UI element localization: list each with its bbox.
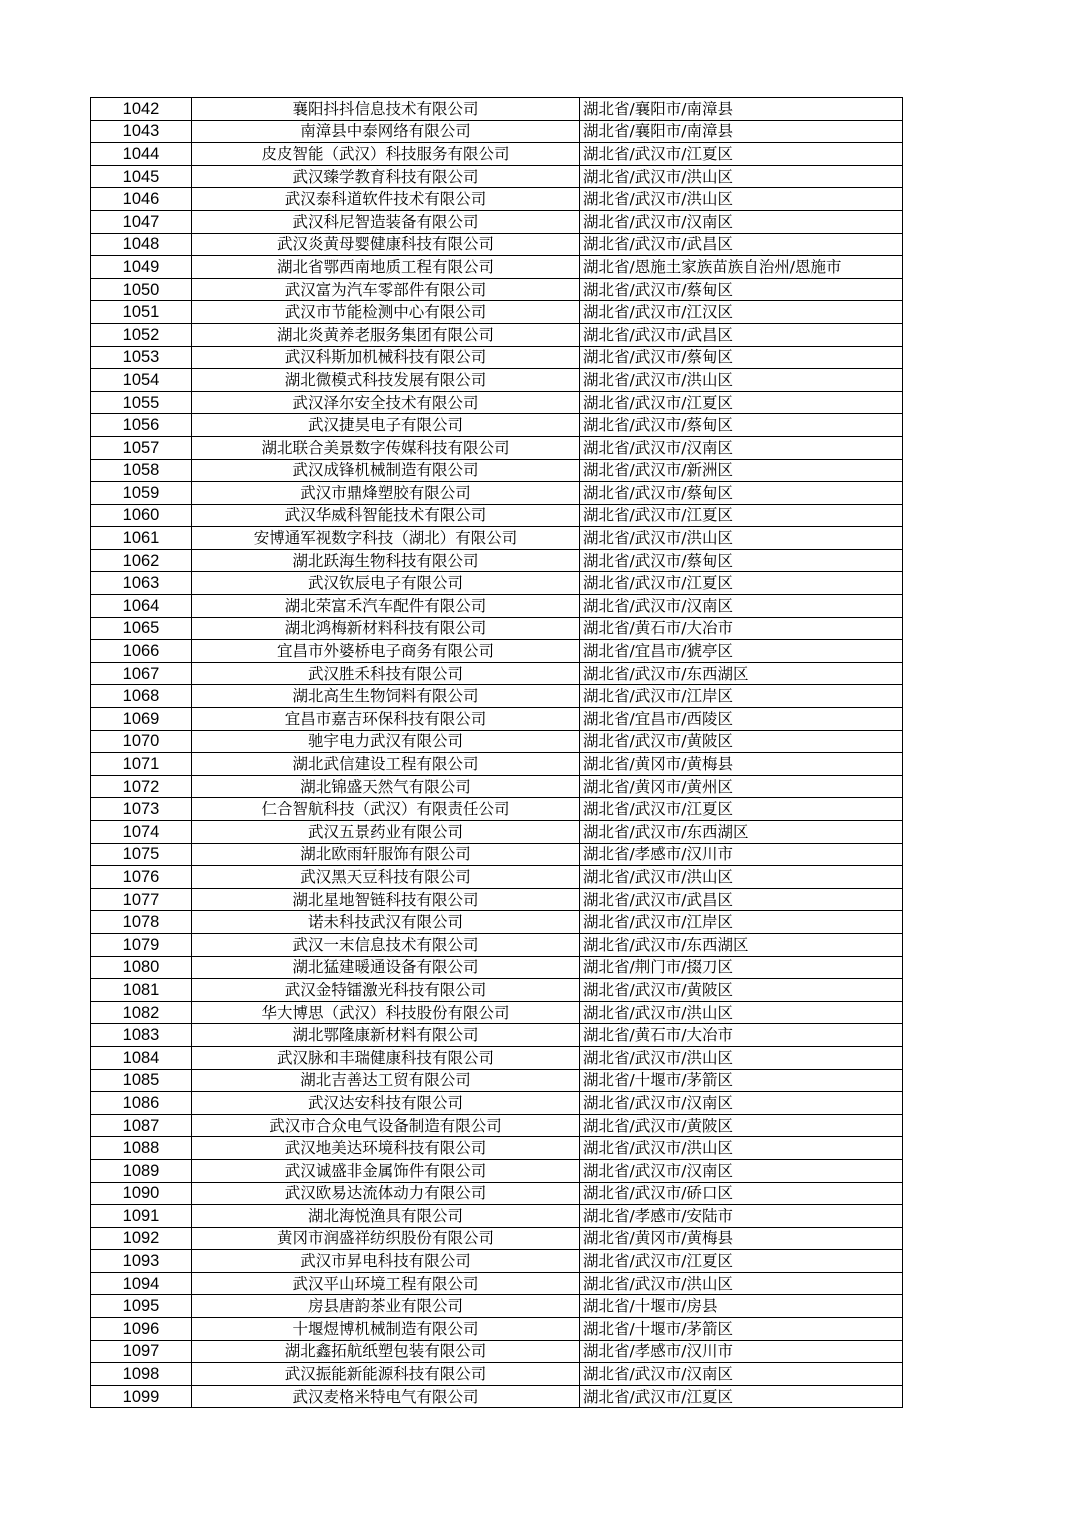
company-name-cell: 湖北鸿梅新材料科技有限公司 <box>192 617 580 640</box>
region-cell: 湖北省/十堰市/房县 <box>580 1295 903 1318</box>
table-row <box>91 527 903 550</box>
region-cell: 湖北省/武汉市/江岸区 <box>580 911 903 934</box>
company-name-cell: 湖北荣富禾汽车配件有限公司 <box>192 595 580 618</box>
region-cell: 湖北省/武汉市/汉南区 <box>580 1159 903 1182</box>
region-cell: 湖北省/武汉市/洪山区 <box>580 1001 903 1024</box>
table-row <box>91 956 903 979</box>
row-number-cell: 1042 <box>91 98 192 121</box>
row-number-cell: 1081 <box>91 979 192 1002</box>
company-table <box>90 97 903 1408</box>
table-row <box>91 233 903 256</box>
region-cell: 湖北省/黄石市/大冶市 <box>580 617 903 640</box>
row-number-cell: 1060 <box>91 504 192 527</box>
table-row <box>91 391 903 414</box>
region-cell: 湖北省/武汉市/蔡甸区 <box>580 414 903 437</box>
company-name-cell: 仁合智航科技（武汉）有限责任公司 <box>192 798 580 821</box>
row-number-cell: 1074 <box>91 821 192 844</box>
region-cell: 湖北省/武汉市/江夏区 <box>580 1385 903 1408</box>
region-cell: 湖北省/襄阳市/南漳县 <box>580 120 903 143</box>
row-number-cell: 1092 <box>91 1227 192 1250</box>
region-cell: 湖北省/孝感市/安陆市 <box>580 1205 903 1228</box>
row-number-cell: 1091 <box>91 1205 192 1228</box>
table-row <box>91 595 903 618</box>
company-name-cell: 武汉科尼智造装备有限公司 <box>192 210 580 233</box>
region-cell: 湖北省/武汉市/武昌区 <box>580 888 903 911</box>
region-cell: 湖北省/武汉市/江夏区 <box>580 504 903 527</box>
table-row <box>91 278 903 301</box>
company-name-cell: 武汉欧易达流体动力有限公司 <box>192 1182 580 1205</box>
table-row <box>91 662 903 685</box>
region-cell: 湖北省/武汉市/蔡甸区 <box>580 549 903 572</box>
company-name-cell: 湖北联合美景数字传媒科技有限公司 <box>192 436 580 459</box>
table-row <box>91 640 903 663</box>
row-number-cell: 1099 <box>91 1385 192 1408</box>
company-name-cell: 黄冈市润盛祥纺织股份有限公司 <box>192 1227 580 1250</box>
company-name-cell: 武汉黑天豆科技有限公司 <box>192 866 580 889</box>
table-row <box>91 98 903 121</box>
row-number-cell: 1087 <box>91 1114 192 1137</box>
region-cell: 湖北省/武汉市/洪山区 <box>580 866 903 889</box>
company-name-cell: 武汉炎黄母婴健康科技有限公司 <box>192 233 580 256</box>
table-row <box>91 1363 903 1386</box>
table-row <box>91 1001 903 1024</box>
region-cell: 湖北省/武汉市/硚口区 <box>580 1182 903 1205</box>
row-number-cell: 1090 <box>91 1182 192 1205</box>
row-number-cell: 1094 <box>91 1272 192 1295</box>
region-cell: 湖北省/武汉市/汉南区 <box>580 1363 903 1386</box>
table-row <box>91 843 903 866</box>
row-number-cell: 1051 <box>91 301 192 324</box>
company-name-cell: 武汉富为汽车零部件有限公司 <box>192 278 580 301</box>
row-number-cell: 1070 <box>91 730 192 753</box>
company-name-cell: 武汉地美达环境科技有限公司 <box>192 1137 580 1160</box>
region-cell: 湖北省/孝感市/汉川市 <box>580 843 903 866</box>
table-row <box>91 459 903 482</box>
company-name-cell: 诺未科技武汉有限公司 <box>192 911 580 934</box>
region-cell: 湖北省/武汉市/汉南区 <box>580 1092 903 1115</box>
company-name-cell: 驰宇电力武汉有限公司 <box>192 730 580 753</box>
table-row <box>91 143 903 166</box>
company-name-cell: 武汉成锋机械制造有限公司 <box>192 459 580 482</box>
table-row <box>91 685 903 708</box>
region-cell: 湖北省/黄冈市/黄州区 <box>580 775 903 798</box>
row-number-cell: 1084 <box>91 1046 192 1069</box>
company-name-cell: 湖北省鄂西南地质工程有限公司 <box>192 256 580 279</box>
row-number-cell: 1071 <box>91 753 192 776</box>
region-cell: 湖北省/孝感市/汉川市 <box>580 1340 903 1363</box>
region-cell: 湖北省/十堰市/茅箭区 <box>580 1318 903 1341</box>
table-row <box>91 1385 903 1408</box>
table-row <box>91 798 903 821</box>
region-cell: 湖北省/武汉市/蔡甸区 <box>580 346 903 369</box>
row-number-cell: 1052 <box>91 323 192 346</box>
table-row <box>91 775 903 798</box>
table-row <box>91 1272 903 1295</box>
row-number-cell: 1044 <box>91 143 192 166</box>
region-cell: 湖北省/武汉市/黄陂区 <box>580 979 903 1002</box>
table-row <box>91 120 903 143</box>
region-cell: 湖北省/黄石市/大冶市 <box>580 1024 903 1047</box>
region-cell: 湖北省/襄阳市/南漳县 <box>580 98 903 121</box>
row-number-cell: 1057 <box>91 436 192 459</box>
row-number-cell: 1075 <box>91 843 192 866</box>
row-number-cell: 1072 <box>91 775 192 798</box>
region-cell: 湖北省/荆门市/掇刀区 <box>580 956 903 979</box>
company-name-cell: 十堰煜博机械制造有限公司 <box>192 1318 580 1341</box>
company-name-cell: 武汉钦辰电子有限公司 <box>192 572 580 595</box>
region-cell: 湖北省/武汉市/蔡甸区 <box>580 482 903 505</box>
company-name-cell: 湖北星地智链科技有限公司 <box>192 888 580 911</box>
region-cell: 湖北省/武汉市/洪山区 <box>580 527 903 550</box>
row-number-cell: 1053 <box>91 346 192 369</box>
row-number-cell: 1095 <box>91 1295 192 1318</box>
row-number-cell: 1054 <box>91 369 192 392</box>
row-number-cell: 1056 <box>91 414 192 437</box>
row-number-cell: 1098 <box>91 1363 192 1386</box>
table-row <box>91 188 903 211</box>
row-number-cell: 1059 <box>91 482 192 505</box>
row-number-cell: 1088 <box>91 1137 192 1160</box>
region-cell: 湖北省/黄冈市/黄梅县 <box>580 753 903 776</box>
row-number-cell: 1079 <box>91 933 192 956</box>
row-number-cell: 1080 <box>91 956 192 979</box>
table-row <box>91 1250 903 1273</box>
row-number-cell: 1063 <box>91 572 192 595</box>
company-name-cell: 湖北欧雨轩服饰有限公司 <box>192 843 580 866</box>
table-row <box>91 933 903 956</box>
table-row <box>91 165 903 188</box>
company-name-cell: 南漳县中泰网络有限公司 <box>192 120 580 143</box>
table-row <box>91 436 903 459</box>
table-row <box>91 753 903 776</box>
region-cell: 湖北省/武汉市/黄陂区 <box>580 730 903 753</box>
region-cell: 湖北省/武汉市/黄陂区 <box>580 1114 903 1137</box>
company-name-cell: 武汉平山环境工程有限公司 <box>192 1272 580 1295</box>
row-number-cell: 1061 <box>91 527 192 550</box>
region-cell: 湖北省/武汉市/江夏区 <box>580 572 903 595</box>
row-number-cell: 1089 <box>91 1159 192 1182</box>
table-row <box>91 504 903 527</box>
company-name-cell: 武汉泽尔安全技术有限公司 <box>192 391 580 414</box>
company-name-cell: 华大博思（武汉）科技股份有限公司 <box>192 1001 580 1024</box>
company-name-cell: 宜昌市外婆桥电子商务有限公司 <box>192 640 580 663</box>
company-name-cell: 武汉麦格米特电气有限公司 <box>192 1385 580 1408</box>
company-name-cell: 湖北武信建设工程有限公司 <box>192 753 580 776</box>
table-row <box>91 866 903 889</box>
row-number-cell: 1093 <box>91 1250 192 1273</box>
table-row <box>91 301 903 324</box>
company-name-cell: 皮皮智能（武汉）科技服务有限公司 <box>192 143 580 166</box>
table-row <box>91 1205 903 1228</box>
region-cell: 湖北省/武汉市/江夏区 <box>580 391 903 414</box>
row-number-cell: 1048 <box>91 233 192 256</box>
region-cell: 湖北省/武汉市/汉南区 <box>580 436 903 459</box>
company-name-cell: 宜昌市嘉吉环保科技有限公司 <box>192 708 580 731</box>
company-name-cell: 湖北鑫拓航纸塑包装有限公司 <box>192 1340 580 1363</box>
company-name-cell: 武汉捷昊电子有限公司 <box>192 414 580 437</box>
company-table-body <box>91 98 903 1408</box>
table-row <box>91 414 903 437</box>
table-row <box>91 1092 903 1115</box>
region-cell: 湖北省/武汉市/洪山区 <box>580 165 903 188</box>
company-name-cell: 湖北高生生物饲料有限公司 <box>192 685 580 708</box>
row-number-cell: 1073 <box>91 798 192 821</box>
row-number-cell: 1077 <box>91 888 192 911</box>
region-cell: 湖北省/武汉市/武昌区 <box>580 323 903 346</box>
company-name-cell: 武汉市节能检测中心有限公司 <box>192 301 580 324</box>
company-name-cell: 武汉市鼎烽塑胶有限公司 <box>192 482 580 505</box>
company-name-cell: 湖北锦盛天然气有限公司 <box>192 775 580 798</box>
company-name-cell: 湖北微模式科技发展有限公司 <box>192 369 580 392</box>
region-cell: 湖北省/武汉市/洪山区 <box>580 188 903 211</box>
company-name-cell: 武汉市昇电科技有限公司 <box>192 1250 580 1273</box>
region-cell: 湖北省/武汉市/江夏区 <box>580 798 903 821</box>
row-number-cell: 1065 <box>91 617 192 640</box>
region-cell: 湖北省/武汉市/汉南区 <box>580 595 903 618</box>
row-number-cell: 1083 <box>91 1024 192 1047</box>
company-name-cell: 武汉胜禾科技有限公司 <box>192 662 580 685</box>
table-row <box>91 323 903 346</box>
company-name-cell: 武汉一末信息技术有限公司 <box>192 933 580 956</box>
company-name-cell: 武汉达安科技有限公司 <box>192 1092 580 1115</box>
region-cell: 湖北省/武汉市/东西湖区 <box>580 821 903 844</box>
table-row <box>91 1137 903 1160</box>
row-number-cell: 1055 <box>91 391 192 414</box>
row-number-cell: 1076 <box>91 866 192 889</box>
region-cell: 湖北省/武汉市/洪山区 <box>580 1272 903 1295</box>
table-row <box>91 730 903 753</box>
region-cell: 湖北省/武汉市/东西湖区 <box>580 933 903 956</box>
company-name-cell: 襄阳抖抖信息技术有限公司 <box>192 98 580 121</box>
company-name-cell: 湖北跃海生物科技有限公司 <box>192 549 580 572</box>
row-number-cell: 1064 <box>91 595 192 618</box>
table-row <box>91 572 903 595</box>
company-name-cell: 安博通军视数字科技（湖北）有限公司 <box>192 527 580 550</box>
company-name-cell: 武汉五景药业有限公司 <box>192 821 580 844</box>
table-row <box>91 708 903 731</box>
row-number-cell: 1085 <box>91 1069 192 1092</box>
table-row <box>91 1024 903 1047</box>
row-number-cell: 1045 <box>91 165 192 188</box>
row-number-cell: 1069 <box>91 708 192 731</box>
table-row <box>91 1159 903 1182</box>
table-row <box>91 617 903 640</box>
row-number-cell: 1096 <box>91 1318 192 1341</box>
company-name-cell: 武汉市合众电气设备制造有限公司 <box>192 1114 580 1137</box>
region-cell: 湖北省/武汉市/武昌区 <box>580 233 903 256</box>
row-number-cell: 1050 <box>91 278 192 301</box>
table-row <box>91 1340 903 1363</box>
row-number-cell: 1047 <box>91 210 192 233</box>
table-row <box>91 256 903 279</box>
company-name-cell: 武汉脉和丰瑞健康科技有限公司 <box>192 1046 580 1069</box>
region-cell: 湖北省/武汉市/洪山区 <box>580 369 903 392</box>
region-cell: 湖北省/武汉市/江夏区 <box>580 143 903 166</box>
table-row <box>91 1318 903 1341</box>
region-cell: 湖北省/武汉市/新洲区 <box>580 459 903 482</box>
row-number-cell: 1086 <box>91 1092 192 1115</box>
region-cell: 湖北省/武汉市/江夏区 <box>580 1250 903 1273</box>
company-name-cell: 湖北鄂隆康新材料有限公司 <box>192 1024 580 1047</box>
company-name-cell: 武汉华威科智能技术有限公司 <box>192 504 580 527</box>
region-cell: 湖北省/十堰市/茅箭区 <box>580 1069 903 1092</box>
company-name-cell: 武汉泰科道软件技术有限公司 <box>192 188 580 211</box>
region-cell: 湖北省/武汉市/江岸区 <box>580 685 903 708</box>
region-cell: 湖北省/武汉市/东西湖区 <box>580 662 903 685</box>
row-number-cell: 1046 <box>91 188 192 211</box>
row-number-cell: 1066 <box>91 640 192 663</box>
table-row <box>91 482 903 505</box>
row-number-cell: 1078 <box>91 911 192 934</box>
region-cell: 湖北省/恩施土家族苗族自治州/恩施市 <box>580 256 903 279</box>
region-cell: 湖北省/武汉市/江汉区 <box>580 301 903 324</box>
row-number-cell: 1049 <box>91 256 192 279</box>
row-number-cell: 1058 <box>91 459 192 482</box>
table-row <box>91 888 903 911</box>
row-number-cell: 1043 <box>91 120 192 143</box>
table-row <box>91 346 903 369</box>
table-row <box>91 911 903 934</box>
table-row <box>91 821 903 844</box>
company-name-cell: 武汉臻学教育科技有限公司 <box>192 165 580 188</box>
region-cell: 湖北省/武汉市/洪山区 <box>580 1137 903 1160</box>
table-row <box>91 1046 903 1069</box>
row-number-cell: 1068 <box>91 685 192 708</box>
table-row <box>91 369 903 392</box>
region-cell: 湖北省/武汉市/汉南区 <box>580 210 903 233</box>
row-number-cell: 1067 <box>91 662 192 685</box>
company-list-sheet <box>90 97 902 1408</box>
company-name-cell: 湖北吉善达工贸有限公司 <box>192 1069 580 1092</box>
table-row <box>91 1227 903 1250</box>
row-number-cell: 1082 <box>91 1001 192 1024</box>
table-row <box>91 1069 903 1092</box>
region-cell: 湖北省/武汉市/洪山区 <box>580 1046 903 1069</box>
company-name-cell: 湖北猛建暖通设备有限公司 <box>192 956 580 979</box>
company-name-cell: 武汉金特镭激光科技有限公司 <box>192 979 580 1002</box>
table-row <box>91 549 903 572</box>
company-name-cell: 湖北炎黄养老服务集团有限公司 <box>192 323 580 346</box>
table-row <box>91 1295 903 1318</box>
region-cell: 湖北省/宜昌市/猇亭区 <box>580 640 903 663</box>
table-row <box>91 1182 903 1205</box>
row-number-cell: 1062 <box>91 549 192 572</box>
region-cell: 湖北省/武汉市/蔡甸区 <box>580 278 903 301</box>
company-name-cell: 湖北海悦渔具有限公司 <box>192 1205 580 1228</box>
company-name-cell: 房县唐韵茶业有限公司 <box>192 1295 580 1318</box>
company-name-cell: 武汉科斯加机械科技有限公司 <box>192 346 580 369</box>
company-name-cell: 武汉诚盛非金属饰件有限公司 <box>192 1159 580 1182</box>
company-name-cell: 武汉振能新能源科技有限公司 <box>192 1363 580 1386</box>
region-cell: 湖北省/宜昌市/西陵区 <box>580 708 903 731</box>
row-number-cell: 1097 <box>91 1340 192 1363</box>
table-row <box>91 210 903 233</box>
table-row <box>91 979 903 1002</box>
region-cell: 湖北省/黄冈市/黄梅县 <box>580 1227 903 1250</box>
table-row <box>91 1114 903 1137</box>
